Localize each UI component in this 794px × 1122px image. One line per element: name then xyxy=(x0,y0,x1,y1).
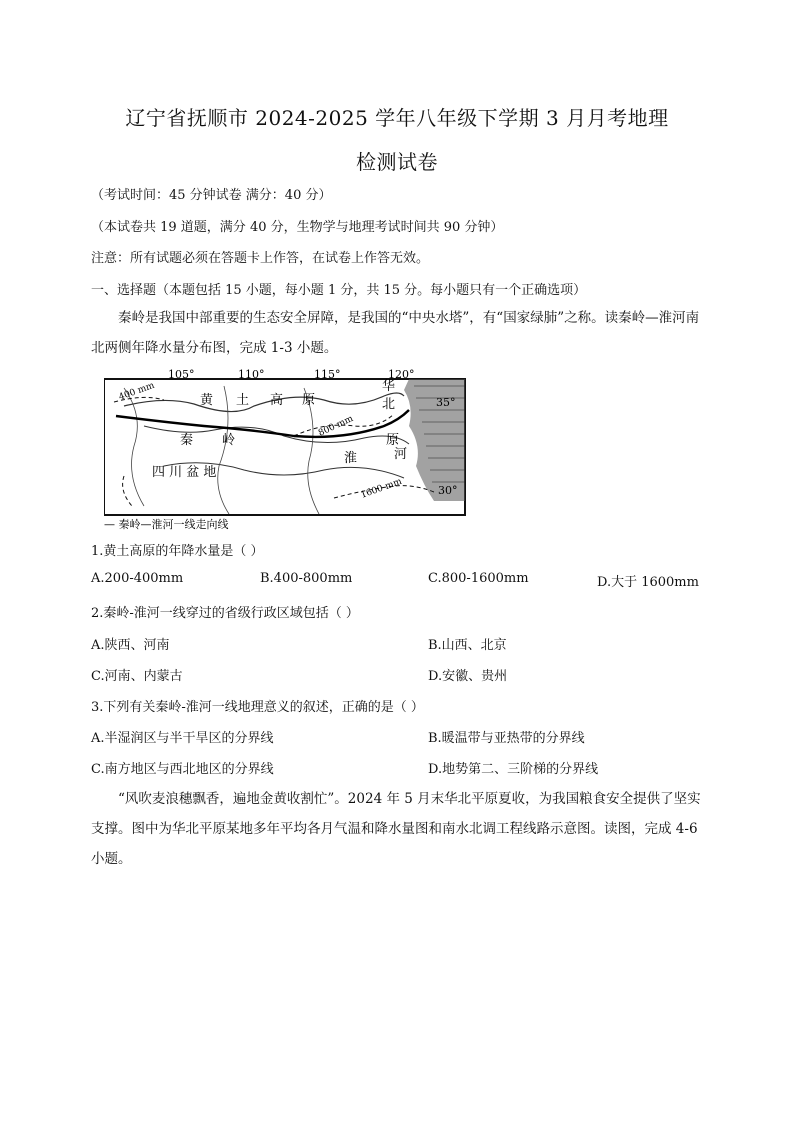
isoline-label: 1600 mm xyxy=(359,476,404,501)
map-legend: — 秦岭—淮河一线走向线 xyxy=(104,518,229,531)
question-1-option-c[interactable]: C.800-1600mm xyxy=(428,571,529,586)
question-2-option-c[interactable]: C.河南、内蒙古 xyxy=(91,669,183,684)
question-1-option-b[interactable]: B.400-800mm xyxy=(260,571,353,586)
question-1-stem: 1.黄土高原的年降水量是（ ） xyxy=(91,544,264,559)
sichuan-basin-label: 四 川 盆 地 xyxy=(152,465,217,480)
exam-title-line1: 辽宁省抚顺市 2024-2025 学年八年级下学期 3 月月考地理 xyxy=(125,106,669,130)
question-2-option-d[interactable]: D.安徽、贵州 xyxy=(428,669,508,684)
huabei-label-char: 北 xyxy=(382,397,396,412)
precipitation-map xyxy=(104,366,466,532)
question-1-option-a[interactable]: A.200-400mm xyxy=(91,571,184,586)
qinling-label-char: 秦 xyxy=(180,433,194,448)
loess-plateau-label-char: 原 xyxy=(302,393,316,408)
question-2-option-a[interactable]: A.陕西、河南 xyxy=(91,638,170,653)
huai-label-char: 淮 xyxy=(344,451,358,466)
loess-plateau-label-char: 黄 xyxy=(200,393,214,408)
lon-label: 110° xyxy=(238,368,265,381)
question-2-stem: 2.秦岭-淮河一线穿过的省级行政区域包括（ ） xyxy=(91,606,359,621)
lat-label: 35° xyxy=(436,396,456,409)
huai-label-char: 河 xyxy=(394,447,408,462)
lon-label: 115° xyxy=(314,368,341,381)
plain-label-char: 原 xyxy=(386,433,400,448)
intro-paragraph: 秦岭是我国中部重要的生态安全屏障，是我国的“中央水塔”，有“国家绿肺”之称。读秦岭—淮河南北两侧年降水量分布图，完成 1-3 小题。 xyxy=(91,310,700,356)
question-3-option-b[interactable]: B.暖温带与亚热带的分界线 xyxy=(428,731,585,746)
loess-plateau-label-char: 土 xyxy=(236,393,250,408)
lon-label: 105° xyxy=(168,368,195,381)
exam-notice: 注意：所有试题必须在答题卡上作答，在试卷上作答无效。 xyxy=(91,251,430,266)
lat-label: 30° xyxy=(438,484,458,497)
huabei-label-char: 华 xyxy=(382,379,396,394)
passage-4-6: “风吹麦浪穗飘香，遍地金黄收割忙”。2024 年 5 月末华北平原夏收，为我国粮食安全提供了坚实支撑。图中为华北平原某地多年平均各月气温和降水量图和南水北调工程线路示意图。读图，完成 4-6 小题。 xyxy=(91,791,701,867)
question-2-option-b[interactable]: B.山西、北京 xyxy=(428,638,507,653)
isoline-label: 800 mm xyxy=(317,413,355,439)
question-3-option-d[interactable]: D.地势第二、三阶梯的分界线 xyxy=(428,762,599,777)
question-3-option-a[interactable]: A.半湿润区与半干旱区的分界线 xyxy=(91,731,274,746)
loess-plateau-label-char: 高 xyxy=(270,393,284,408)
lon-label: 120° xyxy=(388,368,415,381)
question-1-option-d[interactable]: D.大于 1600mm xyxy=(597,575,699,590)
section-heading: 一、选择题（本题包括 15 小题，每小题 1 分，共 15 分。每小题只有一个正确选项） xyxy=(91,283,587,298)
exam-time-info: （考试时间：45 分钟试卷 满分：40 分） xyxy=(91,188,332,203)
question-3-option-c[interactable]: C.南方地区与西北地区的分界线 xyxy=(91,762,274,777)
exam-scope-info: （本试卷共 19 道题，满分 40 分，生物学与地理考试时间共 90 分钟） xyxy=(91,220,504,235)
qinling-label-char: 岭 xyxy=(222,433,236,448)
isoline-label: 400 mm xyxy=(117,380,156,403)
exam-title-line2: 检测试卷 xyxy=(356,150,438,174)
question-3-stem: 3.下列有关秦岭-淮河一线地理意义的叙述，正确的是（ ） xyxy=(91,700,424,715)
